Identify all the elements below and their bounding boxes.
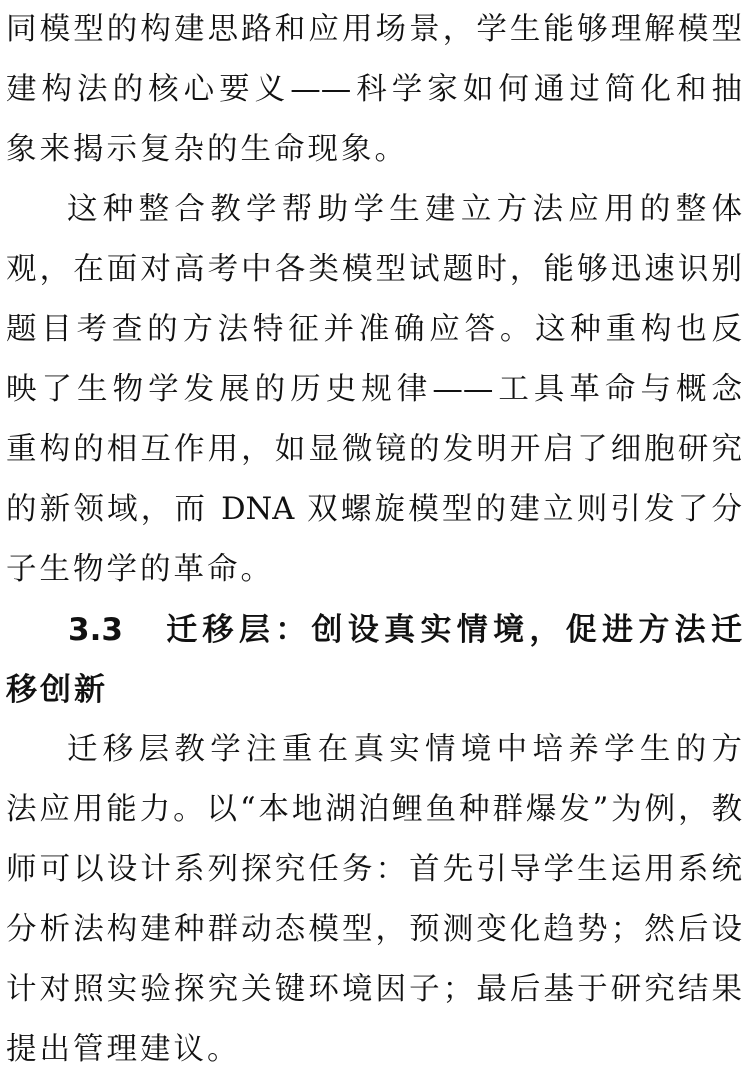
paragraph-line: 重构的相互作用，如显微镜的发明开启了细胞研究 bbox=[6, 432, 742, 467]
paragraph-line: 师可以设计系列探究任务：首先引导学生运用系统 bbox=[6, 852, 742, 887]
paragraph-line: 迁移层教学注重在真实情境中培养学生的方 bbox=[67, 732, 742, 767]
section-number: 3.3 bbox=[68, 612, 123, 648]
paragraph-line: 提出管理建议。 bbox=[6, 1032, 241, 1067]
paragraph-3 bbox=[6, 720, 742, 1080]
document-page bbox=[6, 0, 742, 1080]
paragraph-line: 这种整合教学帮助学生建立方法应用的整体 bbox=[67, 192, 742, 227]
paragraph-line: 分析法构建种群动态模型，预测变化趋势；然后设 bbox=[6, 912, 742, 947]
paragraph-2 bbox=[6, 180, 742, 600]
section-heading bbox=[6, 600, 742, 720]
paragraph-line: 子生物学的革命。 bbox=[6, 552, 274, 587]
paragraph-line: 的新领域，而 DNA 双螺旋模型的建立则引发了分 bbox=[6, 492, 742, 527]
paragraph-line: 映了生物学发展的历史规律——工具革命与概念 bbox=[6, 372, 742, 407]
section-title-part-1: 迁移层：创设真实情境，促进方法迁 bbox=[160, 612, 742, 648]
paragraph-line: 法应用能力。以“本地湖泊鲤鱼种群爆发”为例，教 bbox=[6, 792, 742, 827]
paragraph-line: 题目考查的方法特征并准确应答。这种重构也反 bbox=[6, 312, 742, 347]
section-heading-line-1 bbox=[6, 600, 742, 660]
paragraph-line: 象来揭示复杂的生命现象。 bbox=[6, 132, 408, 167]
paragraph-line: 同模型的构建思路和应用场景，学生能够理解模型 bbox=[6, 12, 742, 47]
paragraph-line: 计对照实验探究关键环境因子；最后基于研究结果 bbox=[6, 972, 742, 1007]
paragraph-1 bbox=[6, 0, 742, 180]
paragraph-line: 建构法的核心要义——科学家如何通过简化和抽 bbox=[6, 72, 742, 107]
paragraph-line: 观，在面对高考中各类模型试题时，能够迅速识别 bbox=[6, 252, 742, 287]
section-title-part-2: 移创新 bbox=[6, 672, 108, 708]
